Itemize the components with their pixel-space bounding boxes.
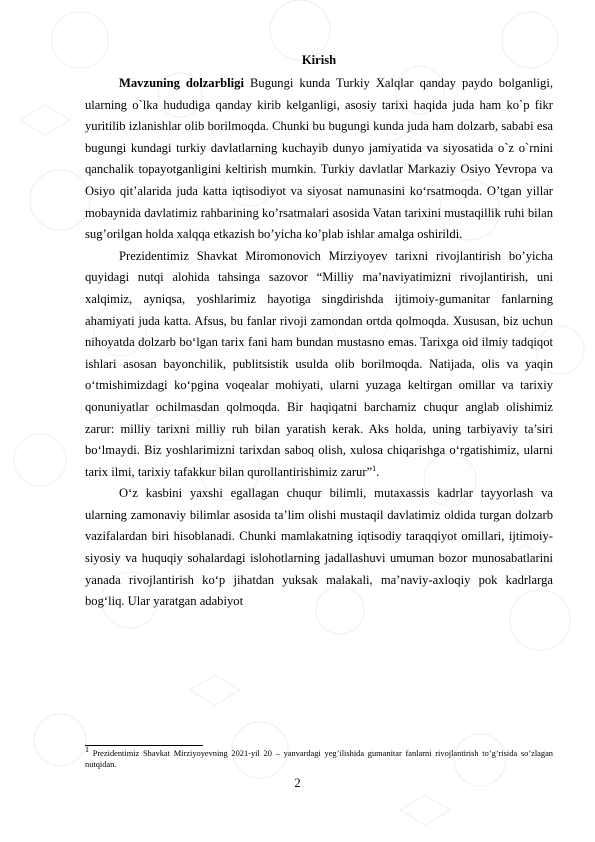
paragraph-text: Prezidentimiz Shavkat Miromonovich Mirziyoyev tarixni rivojlantirish bo’yicha quyidagi nutqi alohida tahsinga sazovor “Milliy ma’naviyatimizni rivojlantirish, uni xalqimiz, ayniqsa, yoshlarimiz hayotiga singdirishda ijtimoiy-gumanitar fanlarning ahamiyati juda katta. Afsus, bu fanlar rivoji zamondan ortda qolmoqda. Xususan, biz uchun nihoyatda dolzarb bo‘lgan tarix fani ham bundan mustasno emas. Tarixga oid ilmiy tadqiqot ishlari asosan bayonchilik, publitsistik usulda olib borilmoqda. Natijada, olis va yaqin o‘tmishimizdagi ko‘pgina voqealar mohiyati, ularni yuzaga keltirgan omillar va tarixiy qonuniyatlar ochilmasdan qolmoqda. Bir haqiqatni barchamiz chuqur anglab olishimiz zarur: milliy tarixni milliy ruh bilan yaratish kerak. Aks holda, uning tarbiyaviy ta’siri bo‘lmaydi. Biz yoshlarimizni tarixdan saboq olish, xulosa chiqarishga o‘rgatishimiz, ularni tarix ilmi, tarixiy tafakkur bilan qurollantirishimiz zarur” — [85, 248, 553, 479]
paragraph-text: Bugungi kunda Turkiy Xalqlar qanday paydo bolganligi, ularning o`lka hududiga qanday kirib kelganligi, asosiy tarixi haqida juda ham ko`p fikr yuritilib izlanishlar olib borilmoqda. Chunki bu bugungi kunda juda ham dolzarb, sababi esa bugungi kundagi turkiy davlatlarning kuchayib dunyo jamiyatida va siyosatida o`z o`rnini qanchalik topayotganligini keltirish mumkin. Turkiy davlatlar Markaziy Osiyo Yevropa va Osiyo qit’alarida juda katta iqtisodiyot va siyosat namunasini ko‘rsatmoqda. O’tgan yillar mobaynida davlatimiz rahbarining ko’rsatmalari asosida Vatan tarixini mustaqillik ruhi bilan sug’orilgan holda xalqqa etkazish bo’yicha ko’plab ishlar amalga oshirildi. — [85, 76, 553, 242]
paragraph-end-punctuation: . — [376, 464, 380, 479]
footnote-marker: 1 — [85, 745, 89, 755]
paragraph-text: O‘z kasbini yaxshi egallagan chuqur bilimli, mutaxassis kadrlar tayyorlash va ularning zamonaviy bilimlar asosida ta’lim olishi mustaqil davlatimiz oldida turgan dolzarb vazifalardan biri hisoblanadi. Chunki mamlakatning iqtisodiy taraqqiyot omillari, ijtimoiy-siyosiy va huquqiy sohalardagi islohotlarning jadallashuvi umuman bozor munosabatlarini yanada rivojlantirish ko‘p jihatdan yuksak malakali, ma’naviy-axloqiy pok kadrlarga bog‘liq. Ular yaratgan adabiyot — [85, 486, 553, 609]
footnote — [85, 745, 553, 770]
page-number: 2 — [294, 776, 301, 790]
footnote-reference[interactable]: 1 — [372, 463, 377, 473]
paragraph-relevance — [85, 73, 553, 246]
paragraph-lead: Mavzuning dolzarbligi — [119, 76, 244, 90]
footnote-separator — [85, 745, 203, 746]
footnote-text: Prezidentimiz Shavkat Mirziyoyevning 2021-yil 20 – yanvardagi yeg’ilishida gumanitar fanlarni rivojlantirish to’g’risida so’zlagan nutqidan. — [85, 749, 553, 769]
section-title: Kirish — [301, 53, 337, 67]
document-page — [85, 52, 553, 613]
paragraph-president-quote — [85, 246, 553, 484]
paragraph-cadres — [85, 483, 553, 613]
